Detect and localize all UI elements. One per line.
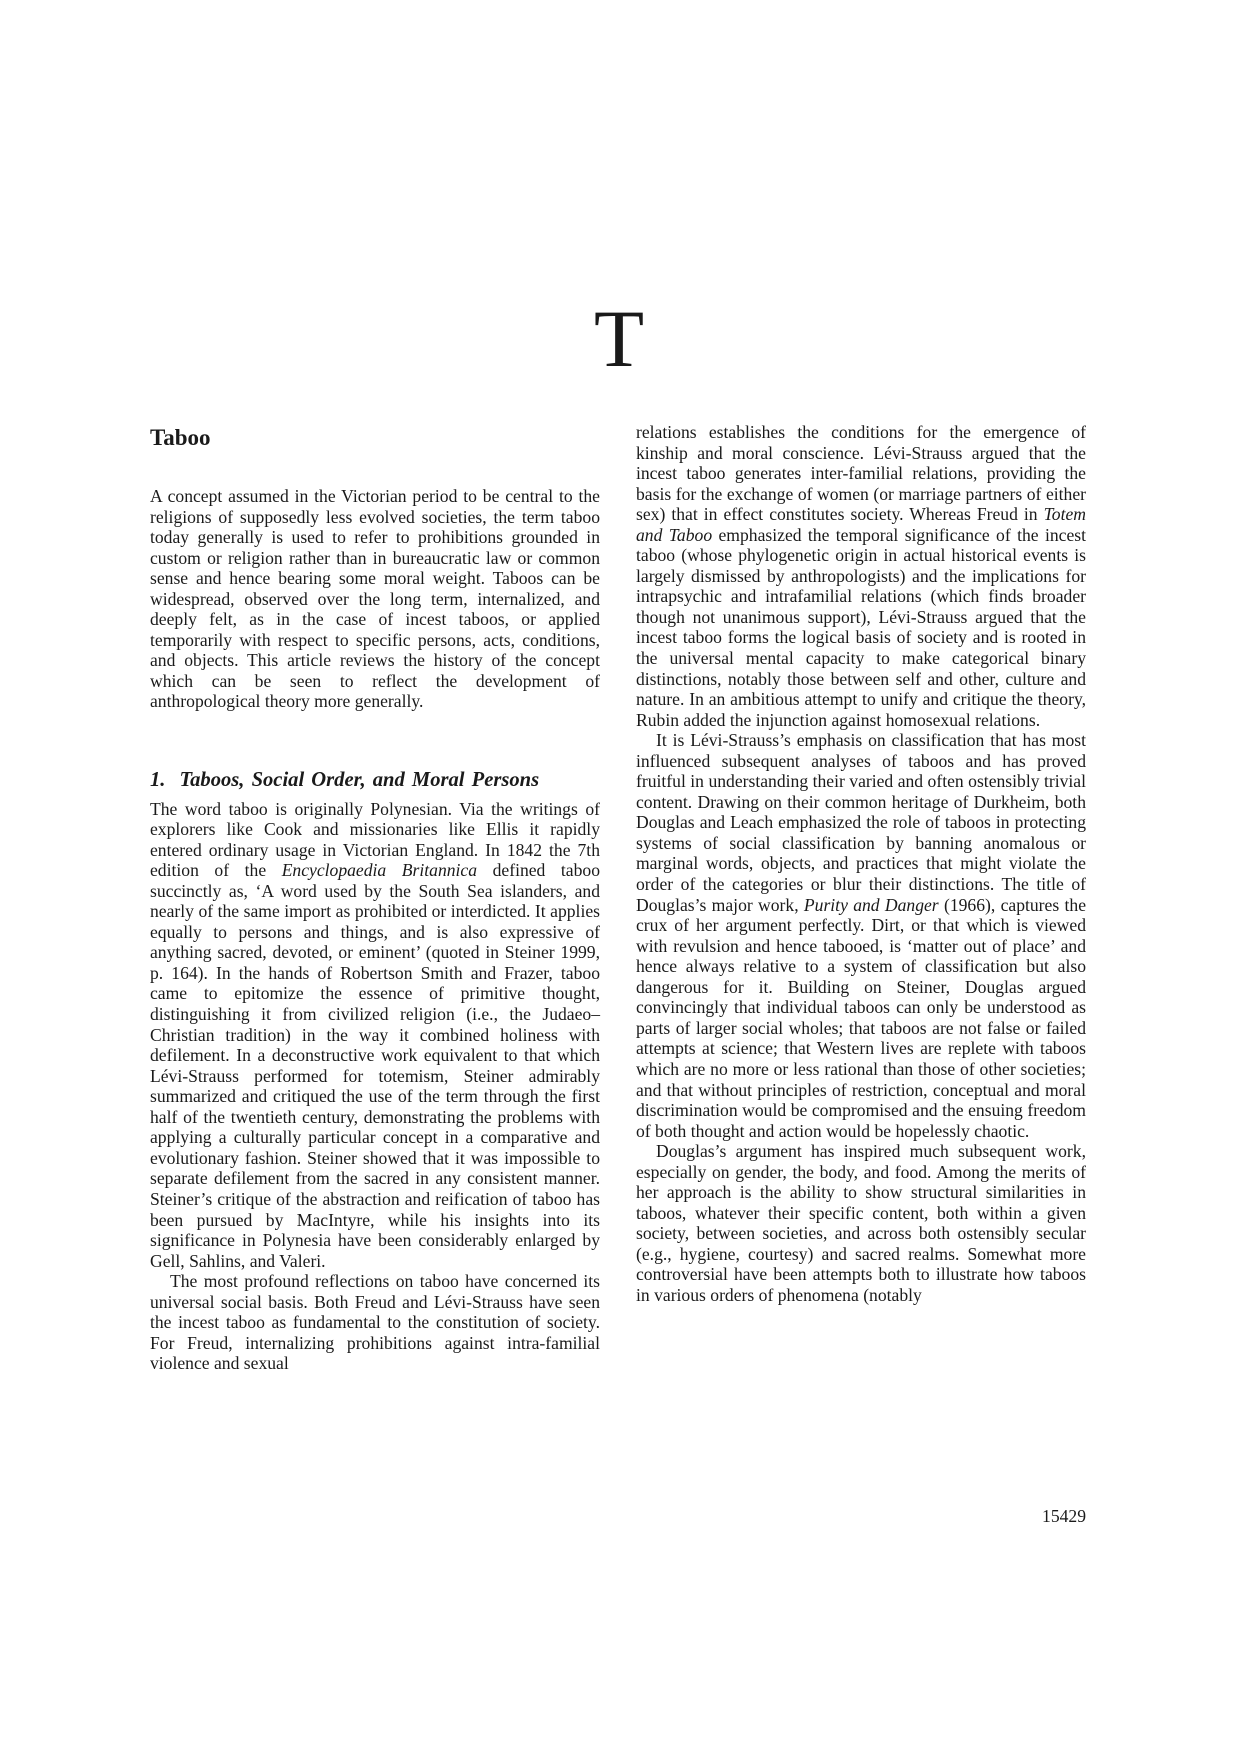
- italic-title: Totem and Taboo: [636, 504, 1086, 545]
- body-paragraph: [636, 422, 1086, 730]
- section-heading: [150, 770, 600, 791]
- page-number: 15429: [1042, 1506, 1086, 1526]
- text-run: emphasized the temporal significance of the incest taboo (whose phylogenetic origin in actual historical events is largely dismissed by anthropologists) and the implications for intrapsychic and intrafamilial relations (which finds broader though not unanimous support), Lévi-Strauss argued that the incest taboo forms the logical basis of society and is rooted in the universal mental capacity to make categorical binary distinctions, notably those between self and other, culture and nature. In an ambitious attempt to unify and critique the theory, Rubin added the injunction against homosexual relations.: [636, 524, 1086, 730]
- text-run: The word taboo is originally Polynesian. Via the writings of explorers like Cook and missionaries like Ellis it rapidly entered ordinary usage in Victorian England. In 1842 the 7th edition of the: [150, 798, 600, 881]
- text-run: defined taboo succinctly as, ‘A word used by the South Sea islanders, and nearly of the same import as prohibited or interdicted. It applies equally to persons and things, and is also expressive of anything sacred, devoted, or eminent’ (quoted in Steiner 1999, p. 164). In the hands of Robertson Smith and Frazer, taboo came to epitomize the essence of primitive thought, distinguishing it from civilized religion (i.e., the Judaeo–Christian tradition) in the way it combined holiness with defilement. In a deconstructive work equivalent to that which Lévi-Strauss performed for totemism, Steiner admirably summarized and critiqued the use of the term through the first half of the twentieth century, demonstrating the problems with applying a culturally particular concept in a comparative and evolutionary fashion. Steiner showed that it was impossible to separate defilement from the sacred in any consistent manner. Steiner’s critique of the abstraction and reification of taboo has been pursued by MacIntyre, while his insights into its significance in Polynesia have been considerably enlarged by Gell, Sahlins, and Valeri.: [150, 860, 600, 1271]
- abstract-paragraph: A concept assumed in the Victorian period to be central to the religions of supposedly less evolved societies, the term taboo today generally is used to refer to prohibitions grounded in custom or religion rather than in bureaucratic law or common sense and hence bearing some moral weight. Taboos can be widespread, observed over the long term, internalized, and deeply felt, as in the case of incest taboos, or applied temporarily with respect to specific persons, acts, conditions, and objects. This article reviews the history of the concept which can be seen to reflect the development of anthropological theory more generally.: [150, 486, 600, 712]
- section-number: 1.: [150, 769, 166, 792]
- section-title: Taboos, Social Order, and Moral Persons: [179, 769, 540, 792]
- left-column: [150, 420, 600, 1374]
- section-letter: T: [593, 293, 645, 384]
- text-run: It is Lévi-Strauss’s emphasis on classification that has most influenced subsequent analyses of taboos and has proved fruitful in understanding their varied and often ostensibly trivial content. Drawing on their common heritage of Durkheim, both Douglas and Leach emphasized the role of taboos in protecting systems of social classification by banning anomalous or marginal words, objects, and practices that might violate the order of the categories or blur their distinctions. The title of Douglas’s major work,: [636, 730, 1086, 915]
- body-paragraph: [636, 730, 1086, 1141]
- text-run: relations establishes the conditions for the emergence of kinship and moral conscience. Lévi-Strauss argued that the incest taboo generates inter-familial relations, providing the basis for the exchange of women (or marriage partners of either sex) that in effect constitutes society. Whereas Freud in: [636, 422, 1086, 525]
- right-column: [636, 422, 1086, 1306]
- body-paragraph: Douglas’s argument has inspired much subsequent work, especially on gender, the body, and food. Among the merits of her approach is the ability to show structural similarities in taboos, whatever their specific content, both within a given society, between societies, and across both ostensibly secular (e.g., hygiene, courtesy) and sacred realms. Somewhat more controversial have been attempts both to illustrate how taboos in various orders of phenomena (notably: [636, 1141, 1086, 1305]
- body-paragraph: [150, 799, 600, 1272]
- italic-title: Purity and Danger: [803, 894, 939, 915]
- text-run: (1966), captures the crux of her argument perfectly. Dirt, or that which is viewed with revulsion and hence tabooed, is ‘matter out of place’ and hence always relative to a system of classification but also dangerous for it. Building on Steiner, Douglas argued convincingly that individual taboos can only be understood as parts of larger social wholes; that taboos are not false or failed attempts at science; that Western lives are replete with taboos which are no more or less rational than those of other societies; and that without principles of restriction, conceptual and moral discrimination would be compromised and the ensuing freedom of both thought and action would be hopelessly chaotic.: [636, 894, 1086, 1141]
- italic-title: Encyclopaedia Britannica: [281, 860, 478, 881]
- body-paragraph: The most profound reflections on taboo have concerned its universal social basis. Both Freud and Lévi-Strauss have seen the incest taboo as fundamental to the constitution of society. For Freud, internalizing prohibitions against intra-familial violence and sexual: [150, 1271, 600, 1374]
- article-title: Taboo: [150, 425, 211, 450]
